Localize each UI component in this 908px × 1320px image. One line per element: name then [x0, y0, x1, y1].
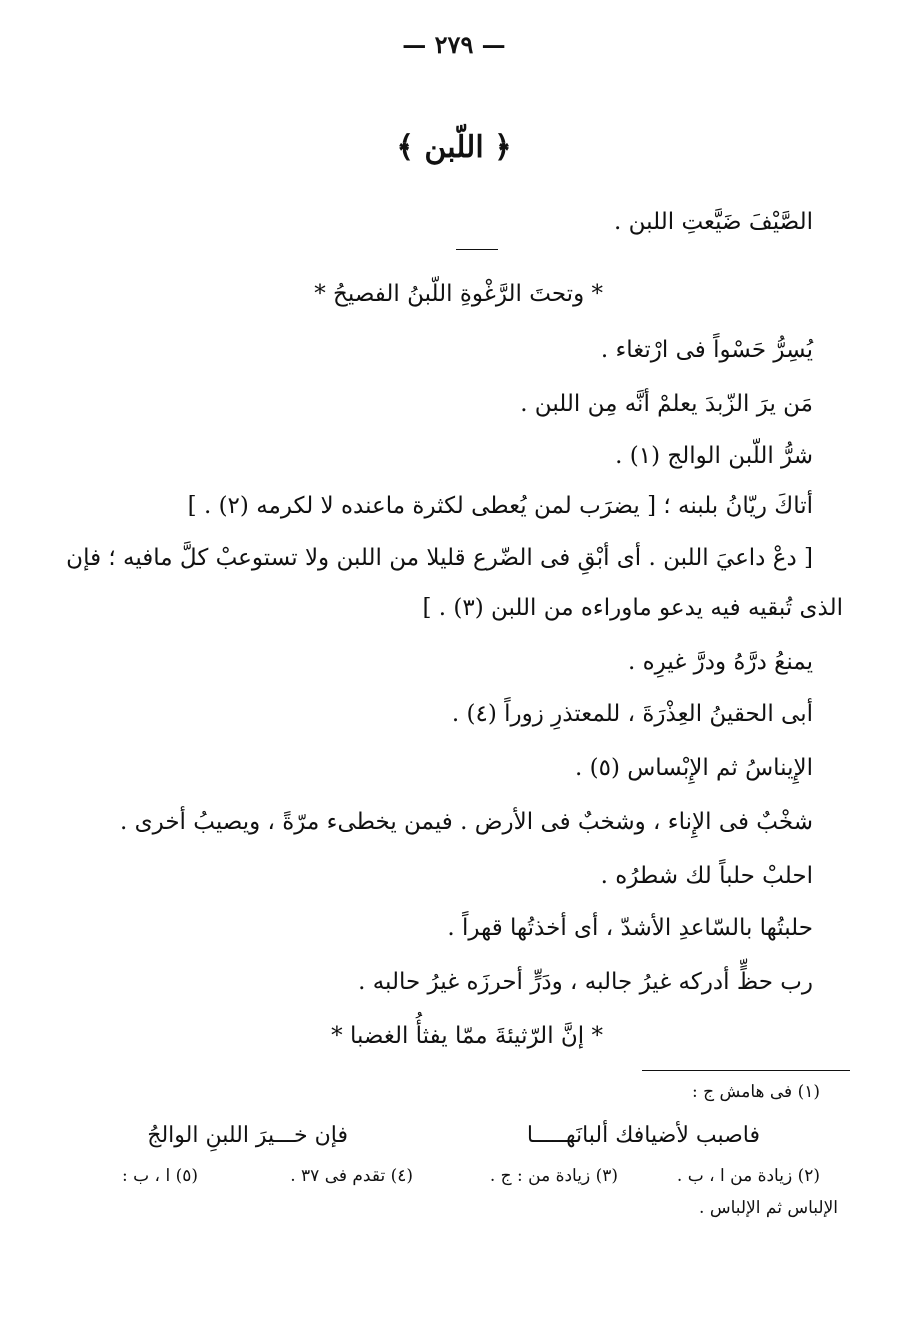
proverb-line: يُسِرُّ حَسْواً فى ارْتغاء .: [600, 337, 813, 363]
proverb-line: مَن يرَ الزّبدَ يعلمْ أنَّه مِن اللبن .: [520, 391, 813, 417]
footnote-5: (٥) ا ، ب :: [122, 1166, 198, 1186]
footnote-5-continuation: الإلباس ثم الإلباس .: [699, 1198, 838, 1218]
footnote-verse-first-hemistich: فاصبب لأضيافك ألبانَهـــــا: [526, 1123, 760, 1148]
verse-line: * وتحتَ الرَّغْوةِ اللّبنُ الفصيحُ *: [314, 281, 603, 307]
proverb-line: شرُّ اللّبن الوالج (١) .: [615, 443, 813, 469]
footnote-4: (٤) تقدم فى ٣٧ .: [290, 1166, 413, 1186]
verse-line: * إنَّ الرّثيئةَ ممّا يفثأُ الغضبا *: [331, 1023, 603, 1049]
footnote-1-label: (١) فى هامش ج :: [692, 1082, 820, 1102]
proverb-line: يمنعُ درَّهُ ودرَّ غيرِه .: [628, 649, 813, 675]
proverb-line: أتاكَ ريّانُ بلبنه ؛ [ يضرَب لمن يُعطى لكثرة ماعنده لا لكرمه (٢) . ]: [187, 493, 813, 519]
proverb-line: رب حظٍّ أدركه غيرُ جالبه ، ودَرٍّ أحرزَه غيرُ حالبه .: [358, 969, 813, 995]
footnote-3: (٣) زيادة من : ج .: [489, 1166, 618, 1186]
proverb-line: [ دعْ داعيَ اللبن . أى أبْقِ فى الضّرع قليلا من اللبن ولا تستوعبْ كلَّ مافيه ؛ فإن: [66, 545, 813, 571]
proverb-line: الإِيناسُ ثم الإِبْساس (٥) .: [574, 755, 813, 781]
proverb-line: الصَّيْفَ ضَيَّعتِ اللبن .: [614, 209, 813, 235]
footnote-verse-second-hemistich: فإن خـــيرَ اللبنِ الوالجُ: [147, 1123, 348, 1148]
proverb-line: الذى تُبقيه فيه يدعو ماوراءه من اللبن (٣) . ]: [422, 595, 843, 621]
separator-rule: [456, 249, 498, 250]
proverb-line: احلبْ حلباً لك شطرُه .: [600, 863, 813, 889]
proverb-line: حلبتُها بالسّاعدِ الأشدّ ، أى أخذتُها قهراً .: [447, 915, 813, 941]
page-number: — ٢٧٩ —: [402, 30, 506, 59]
footnote-2: (٢) زيادة من ا ، ب .: [676, 1166, 820, 1186]
proverb-line: شخْبٌ فى الإِناء ، وشخبٌ فى الأرض . فيمن يخطىء مرّةً ، ويصيبُ أخرى .: [120, 809, 813, 835]
section-title: ﴿ اللّبن ﴾: [396, 130, 512, 165]
footnote-rule: [642, 1070, 850, 1071]
proverb-line: أبى الحقينُ العِذْرَةَ ، للمعتذرِ زوراً (٤) .: [451, 701, 813, 727]
